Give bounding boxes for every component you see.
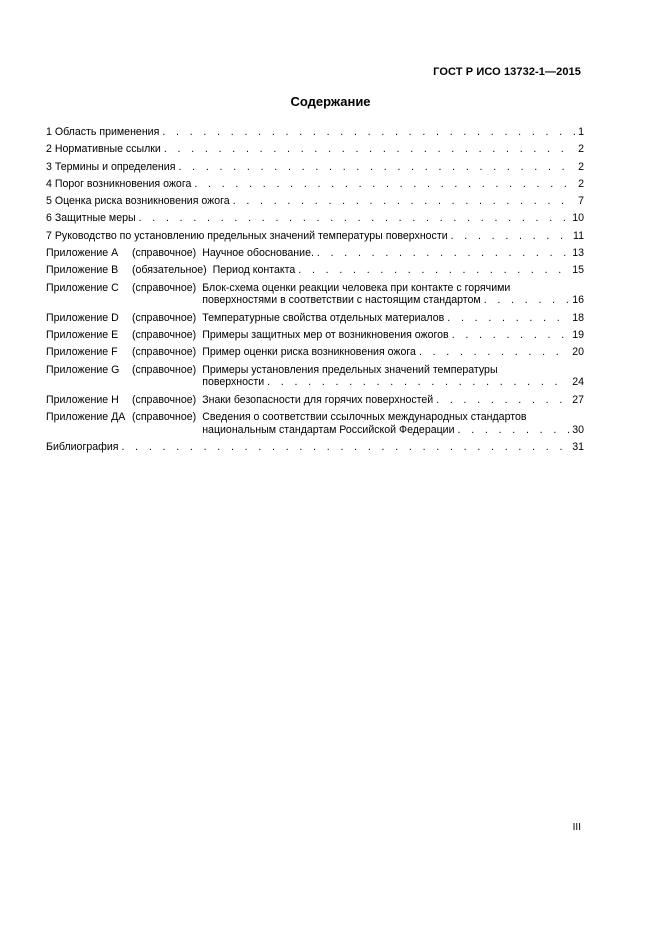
toc-page-number: 2 <box>578 177 584 190</box>
leader-dots <box>484 294 569 307</box>
toc-page-number: 31 <box>572 440 584 453</box>
leader-dots <box>139 212 570 225</box>
leader-dots <box>317 247 569 260</box>
toc-entry-section-3[interactable] <box>46 161 584 174</box>
leader-dots <box>419 346 569 359</box>
annex-title: Пример оценки риска возникновения ожога <box>202 346 416 359</box>
toc-entry-label: 5 Оценка риска возникновения ожога <box>46 195 230 208</box>
toc-page-number: 24 <box>572 376 584 389</box>
leader-dots <box>194 178 575 191</box>
annex-title: Сведения о соответствии ссылочных международных стандартов <box>202 410 527 423</box>
toc-entry-section-1[interactable] <box>46 126 584 139</box>
annex-title: Блок-схема оценки реакции человека при контакте с горячими <box>202 281 511 294</box>
leader-dots <box>452 329 570 342</box>
annex-title: Знаки безопасности для горячих поверхностей <box>202 393 434 406</box>
annex-label: Приложение С <box>46 281 119 294</box>
toc-entry-label: 3 Термины и определения <box>46 160 176 173</box>
toc-entry-annex-da[interactable] <box>46 411 584 436</box>
annex-type: (справочное) <box>132 346 197 359</box>
toc-entry-label: 2 Нормативные ссылки <box>46 143 161 156</box>
leader-dots <box>162 126 575 139</box>
annex-type: (справочное) <box>132 247 197 260</box>
annex-label: Приложение G <box>46 363 120 376</box>
toc-entry-bibliography[interactable] <box>46 441 584 454</box>
toc-entry-annex-h[interactable] <box>46 394 584 407</box>
toc-page-number: 13 <box>572 247 584 260</box>
annex-label: Приложение D <box>46 311 119 324</box>
annex-type: (справочное) <box>132 281 197 294</box>
annex-title: Научное обоснование. <box>202 247 314 260</box>
leader-dots <box>451 230 570 243</box>
toc-page-number: 1 <box>578 126 584 138</box>
toc-page-number: 20 <box>572 346 584 359</box>
toc-title: Содержание <box>290 94 371 109</box>
toc-entry-section-2[interactable] <box>46 143 584 156</box>
leader-dots <box>164 143 575 156</box>
annex-label: Приложение F <box>46 346 118 359</box>
annex-label: Приложение А <box>46 247 119 260</box>
toc-page-number: 19 <box>572 328 584 341</box>
toc-entry-section-7[interactable] <box>46 230 584 243</box>
toc-entry-section-6[interactable] <box>46 212 584 225</box>
toc-entry-section-5[interactable] <box>46 195 584 208</box>
toc-page-number: 7 <box>578 195 584 208</box>
leader-dots <box>267 376 569 389</box>
page-number: III <box>572 822 581 833</box>
toc-entry-label: 4 Порог возникновения ожога <box>46 177 192 190</box>
annex-label: Приложение ДА <box>46 410 126 423</box>
annex-label: Приложение Н <box>46 393 119 406</box>
leader-dots <box>178 161 575 174</box>
annex-title: Примеры установления предельных значений температуры <box>202 363 498 376</box>
leader-dots <box>458 424 570 437</box>
toc-entry-annex-f[interactable] <box>46 346 584 359</box>
toc-page-number: 11 <box>573 229 584 242</box>
toc-entry-annex-b[interactable] <box>46 264 584 277</box>
table-of-contents <box>46 126 584 458</box>
toc-page-number: 30 <box>572 423 584 436</box>
toc-page-number: 27 <box>572 393 584 406</box>
toc-page-number: 2 <box>578 160 584 173</box>
toc-page-number: 15 <box>572 264 584 277</box>
leader-dots <box>447 312 569 325</box>
leader-dots <box>436 394 569 407</box>
toc-entry-label: 1 Область применения <box>46 126 160 138</box>
toc-entry-annex-d[interactable] <box>46 312 584 325</box>
toc-entry-section-4[interactable] <box>46 178 584 191</box>
annex-type: (справочное) <box>132 328 197 341</box>
toc-entry-label: 6 Защитные меры <box>46 212 136 225</box>
toc-page-number: 16 <box>572 294 584 307</box>
toc-entry-annex-g[interactable] <box>46 364 584 389</box>
toc-entry-annex-c[interactable] <box>46 282 584 307</box>
annex-title: Температурные свойства отдельных материалов <box>202 311 445 324</box>
leader-dots <box>298 264 569 277</box>
annex-title: Примеры защитных мер от возникновения ожогов <box>202 328 449 341</box>
leader-dots <box>121 441 569 454</box>
annex-title-continuation: поверхностями в соответствии с настоящим стандартом <box>202 294 481 307</box>
annex-type: (справочное) <box>132 311 197 324</box>
toc-entry-annex-a[interactable] <box>46 247 584 260</box>
annex-title-continuation: национальным стандартам Российской Федерации <box>202 423 455 436</box>
toc-page-number: 18 <box>572 311 584 324</box>
toc-entry-annex-e[interactable] <box>46 329 584 342</box>
annex-label: Приложение В <box>46 264 119 277</box>
toc-page-number: 2 <box>578 143 584 156</box>
annex-type: (обязательное) <box>132 264 207 277</box>
annex-type: (справочное) <box>132 410 197 423</box>
toc-page-number: 10 <box>572 212 584 225</box>
annex-type: (справочное) <box>132 363 197 376</box>
annex-label: Приложение Е <box>46 328 119 341</box>
toc-entry-label: 7 Руководство по установлению предельных значений температуры поверхности <box>46 229 448 242</box>
leader-dots <box>233 195 575 208</box>
toc-entry-label: Библиография <box>46 440 119 453</box>
annex-title-continuation: поверхности <box>202 376 265 389</box>
standard-code-header: ГОСТ Р ИСО 13732-1—2015 <box>433 66 581 78</box>
annex-type: (справочное) <box>132 393 197 406</box>
annex-title: Период контакта <box>212 264 296 277</box>
